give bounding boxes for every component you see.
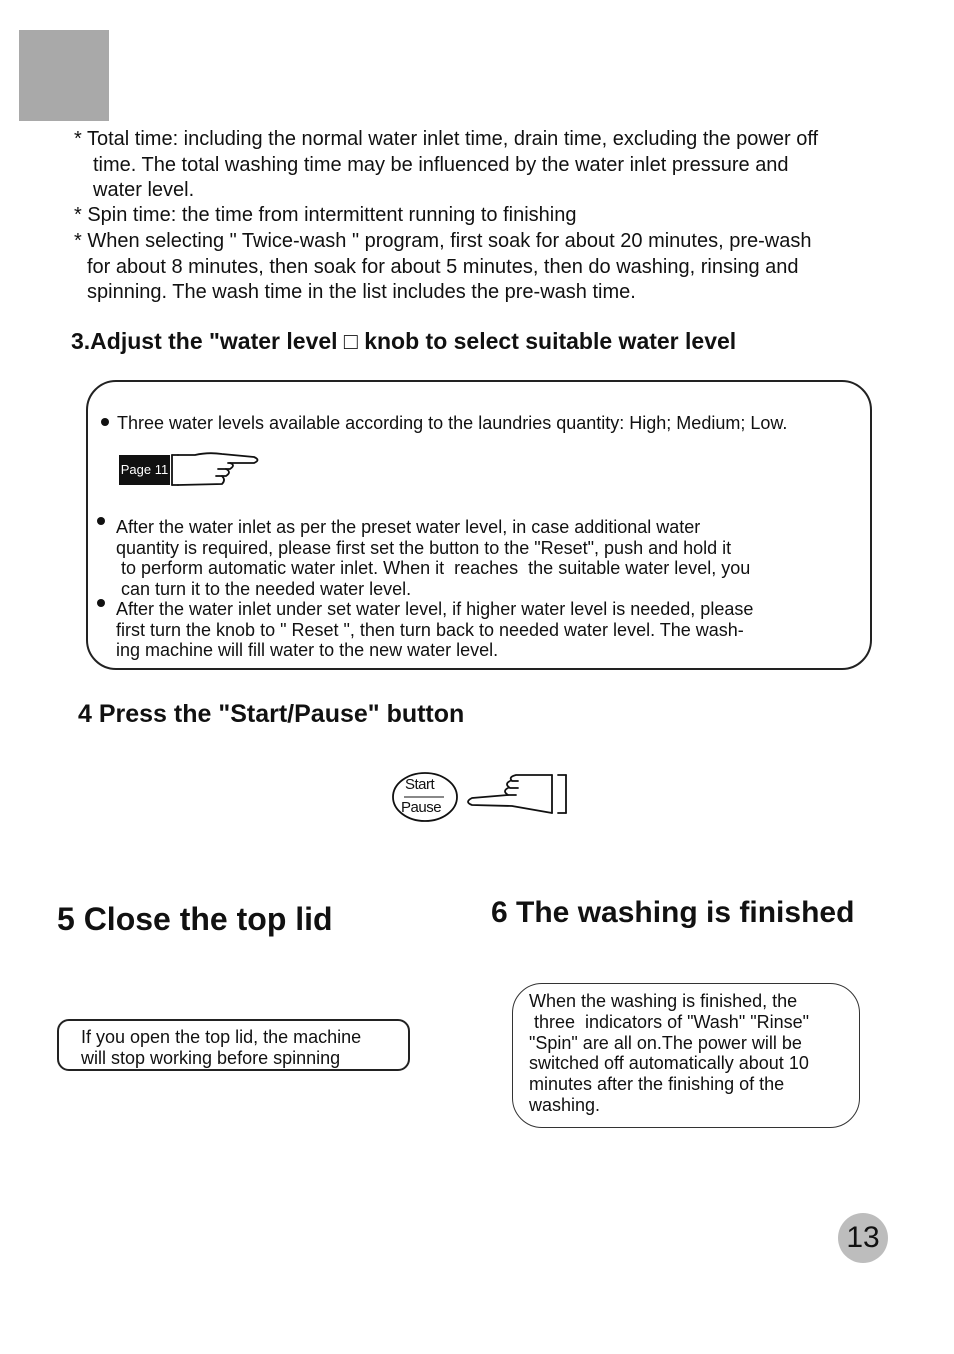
bullet-line: can turn it to the needed water level. [116, 578, 412, 599]
bullet-line: first turn the knob to " Reset ", then turn back to needed water level. The wash- [116, 619, 744, 640]
note-line: * Spin time: the time from intermittent running to finishing [74, 204, 577, 226]
finished-note [529, 991, 809, 1116]
bullet-dot [97, 517, 105, 525]
bullet-line: ing machine will fill water to the new water level. [116, 640, 499, 660]
pointing-hand-icon [170, 449, 262, 491]
bullet-higher-level [116, 599, 753, 661]
note-line: spinning. The wash time in the list includes the pre-wash time. [87, 281, 636, 303]
pointing-hand-left-icon [462, 772, 570, 816]
note-line: for about 8 minutes, then soak for about 5 minutes, then do washing, rinsing and [87, 255, 799, 278]
note-twice-wash [74, 229, 811, 306]
bullet-water-levels: Three water levels available according to the laundries quantity: High; Medium; Low. [117, 413, 788, 433]
note-total-time [74, 127, 818, 204]
note-line: * When selecting " Twice-wash " program, first soak for about 20 minutes, pre-wash [74, 230, 812, 252]
note-line: "Spin" are all on.The power will be [529, 1032, 802, 1053]
note-line: three indicators of "Wash" "Rinse" [529, 1011, 810, 1032]
note-line: minutes after the finishing of the [529, 1074, 785, 1095]
note-spin-time [74, 203, 576, 229]
section4-heading: 4 Press the "Start/Pause" button [78, 700, 465, 728]
top-lid-note-box [57, 1019, 410, 1071]
bullet-dot [101, 418, 109, 426]
note-line: washing. [529, 1094, 601, 1115]
note-line: When the washing is finished, the [529, 991, 798, 1011]
bullet-line: quantity is required, please first set the button to the "Reset", push and hold it [116, 537, 732, 558]
page-number: 13 [838, 1213, 888, 1263]
bullet-dot [97, 599, 105, 607]
start-label: Start [405, 776, 435, 793]
section3-heading: 3.Adjust the "water level □ knob to select suitable water level [71, 328, 737, 354]
note-line: If you open the top lid, the machine [81, 1027, 362, 1047]
bullet-line: After the water inlet as per the preset water level, in case additional water [116, 517, 701, 537]
bullet-additional-water [116, 517, 750, 599]
pause-label: Pause [401, 799, 442, 816]
note-line: * Total time: including the normal water inlet time, drain time, excluding the power off [74, 128, 819, 150]
page-reference-tag: Page 11 [119, 455, 170, 485]
bullet-line: After the water inlet under set water level, if higher water level is needed, please [116, 599, 754, 619]
note-line: switched off automatically about 10 [529, 1053, 809, 1074]
bullet-line: to perform automatic water inlet. When it reaches the suitable water level, you [116, 558, 751, 578]
note-line: water level. [93, 179, 195, 201]
note-line: will stop working before spinning [81, 1048, 341, 1068]
finished-note-box [512, 983, 860, 1128]
gray-corner-block [19, 30, 109, 121]
note-line: time. The total washing time may be influenced by the water inlet pressure and [93, 153, 789, 176]
section6-heading: 6 The washing is finished [491, 896, 855, 929]
top-lid-note [81, 1027, 361, 1069]
section5-heading: 5 Close the top lid [57, 901, 333, 937]
